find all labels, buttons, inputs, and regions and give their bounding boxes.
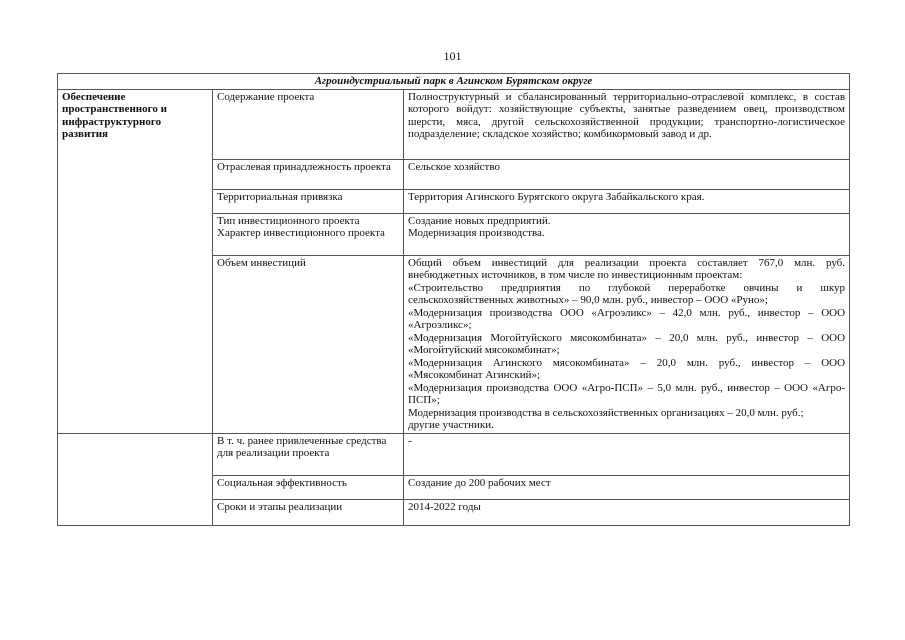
row-value	[404, 433, 850, 475]
row-label: В т. ч. ранее привлеченные средства для реализации проекта	[213, 433, 404, 475]
row-label: Социальная эффективность	[213, 475, 404, 499]
table-row	[58, 433, 850, 475]
row-value-text: «Модернизация производства ООО «Агро-ПСП» – 5,0 млн. руб., инвестор – ООО «Агро-ПСП»;	[408, 381, 846, 406]
section-label: Обеспечение пространственного и инфраструктурного развития	[58, 89, 213, 433]
table-row	[58, 89, 850, 159]
row-label: Тип инвестиционного проекта Характер инвестиционного проекта	[213, 213, 404, 255]
row-value	[404, 499, 850, 525]
row-value	[404, 189, 850, 213]
row-label: Содержание проекта	[213, 89, 404, 159]
table-title: Агроиндустриальный парк в Агинском Бурятском округе	[58, 74, 850, 90]
row-value-text: Модернизация производства в сельскохозяйственных организациях – 20,0 млн. руб.;	[408, 406, 804, 419]
row-value-text: «Модернизация Агинского мясокомбината» – 20,0 млн. руб., инвестор – ООО «Мясокомбинат Агинский»;	[408, 356, 846, 381]
row-label: Сроки и этапы реализации	[213, 499, 404, 525]
row-value-text: Создание до 200 рабочих мест	[408, 476, 551, 489]
row-value-text: «Модернизация производства ООО «Агроэликс» – 42,0 млн. руб., инвестор – ООО «Агроэликс»;	[408, 306, 846, 331]
row-value-text: «Строительство предприятия по глубокой переработке овчины и шкур сельскохозяйственных животных» – 90,0 млн. руб., инвестор – ООО «Руно»;	[408, 281, 846, 306]
row-value	[404, 159, 850, 189]
row-value-text: Полноструктурный и сбалансированный территориально-отраслевой комплекс, в состав которого войдут: хозяйствующие субъекты, занятые разведением овец, производством шерсти, мяса, другой сельскохозяйственной продукции; транспортно-логистическое подразделение; складское хозяйство; комбикормовый завод и др.	[408, 90, 846, 140]
row-value-text: «Модернизация Могойтуйского мясокомбината» – 20,0 млн. руб., инвестор – ООО «Могойтуйский мясокомбинат»;	[408, 331, 846, 356]
empty-section-cell	[58, 433, 213, 525]
row-value-text: Сельское хозяйство	[408, 160, 500, 173]
row-value	[404, 89, 850, 159]
row-label: Объем инвестиций	[213, 255, 404, 433]
row-value-text: Общий объем инвестиций для реализации проекта составляет 767,0 млн. руб. внебюджетных источников, в том числе по инвестиционным проектам:	[408, 256, 846, 281]
row-label: Территориальная привязка	[213, 189, 404, 213]
row-value-text: Территория Агинского Бурятского округа Забайкальского края.	[408, 190, 705, 203]
row-value-text: другие участники.	[408, 419, 494, 431]
row-value	[404, 213, 850, 255]
row-value-text: -	[408, 434, 412, 447]
table-title-row	[58, 74, 850, 90]
row-value	[404, 255, 850, 433]
row-value-text: 2014-2022 годы	[408, 500, 481, 513]
row-value-text: Модернизация производства.	[408, 227, 545, 239]
row-label: Отраслевая принадлежность проекта	[213, 159, 404, 189]
page-number: 101	[443, 49, 462, 63]
project-table	[57, 73, 850, 526]
row-value-text: Создание новых предприятий.	[408, 214, 551, 227]
row-value	[404, 475, 850, 499]
